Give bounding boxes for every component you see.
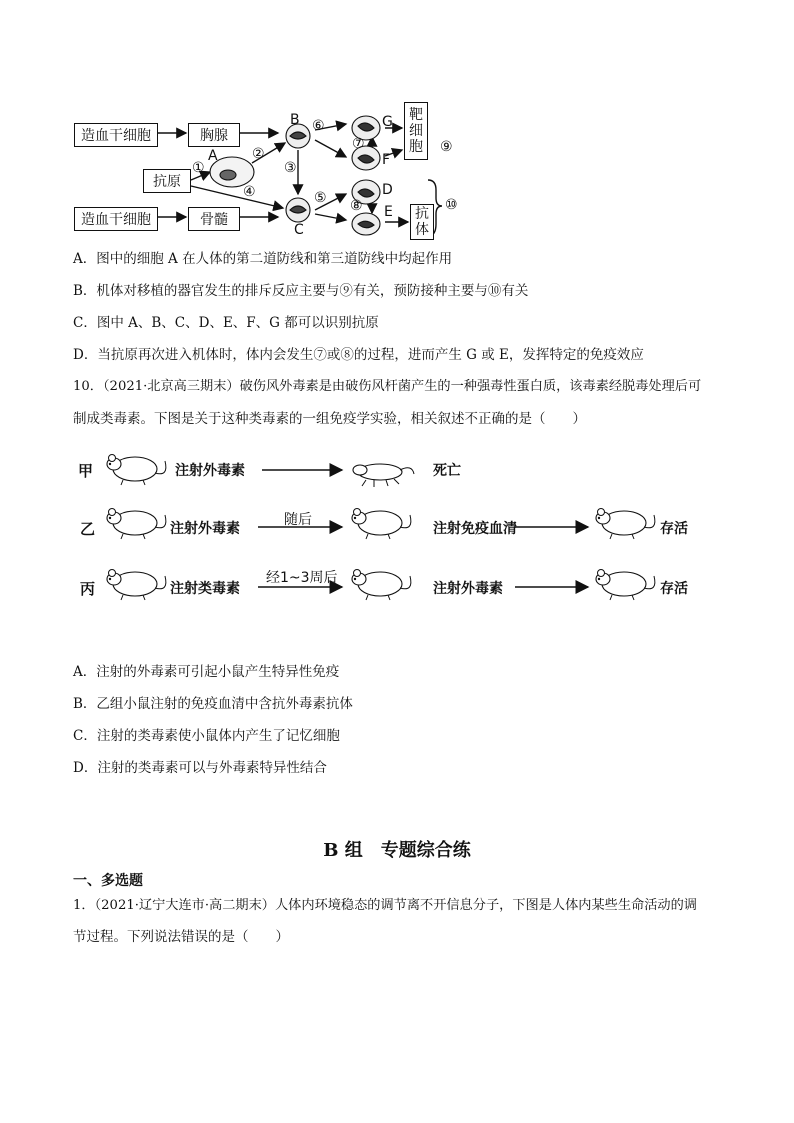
label-cell-e: E [384, 204, 393, 220]
num-8: ⑧ [350, 198, 363, 214]
q9-option-b: B．机体对移植的器官发生的排斥反应主要与⑨有关，预防接种主要与⑩有关 [73, 283, 529, 299]
num-7: ⑦ [352, 136, 365, 152]
box-hematopoietic-stem-cell-1: 造血干细胞 [74, 123, 158, 147]
num-4: ④ [243, 184, 256, 200]
mouse-yi-1 [107, 509, 166, 540]
row-bing-arrow-label: 经1~3周后 [266, 570, 338, 586]
row-yi-step2: 注射免疫血清 [433, 521, 517, 537]
mouse-jia-1 [107, 455, 166, 486]
row-label-bing: 丙 [80, 580, 96, 598]
mouse-jia-dead [353, 464, 414, 487]
num-5: ⑤ [314, 190, 327, 206]
box-hematopoietic-stem-cell-2: 造血干细胞 [74, 207, 158, 231]
q1-stem-line2: 节过程。下列说法错误的是（ ） [73, 929, 289, 945]
q10-stem-line2: 制成类毒素。下图是关于这种类毒素的一组免疫学实验，相关叙述不正确的是（ ） [73, 411, 586, 427]
row-yi-result: 存活 [660, 521, 688, 537]
label-cell-a: A [208, 148, 218, 164]
q10-option-a: A．注射的外毒素可引起小鼠产生特异性免疫 [73, 664, 340, 680]
row-bing-step1: 注射类毒素 [170, 581, 240, 597]
q1-stem-line1: 1．（2021·辽宁大连市·高二期末）人体内环境稳态的调节离不开信息分子，下图是人体内某些生命活动的调 [73, 898, 697, 913]
mouse-yi-3 [596, 509, 655, 540]
box-antibody: 抗 体 [410, 204, 434, 240]
mouse-bing-3 [596, 570, 655, 601]
q9-option-a: A．图中的细胞 A 在人体的第二道防线和第三道防线中均起作用 [73, 251, 453, 267]
box-thymus: 胸腺 [188, 123, 240, 147]
row-bing-step2: 注射外毒素 [433, 581, 503, 597]
num-2: ② [252, 146, 265, 162]
label-cell-g: G [382, 114, 393, 130]
q10-stem-line1: 10．（2021·北京高三期末）破伤风外毒素是由破伤风杆菌产生的一种强毒性蛋白质，该毒素经脱毒处理后可 [73, 379, 702, 394]
row-jia-step1: 注射外毒素 [175, 463, 245, 479]
row-label-jia: 甲 [78, 462, 94, 480]
box-antigen: 抗原 [143, 169, 191, 193]
label-cell-f: F [382, 152, 391, 168]
label-cell-c: C [294, 222, 304, 238]
label-cell-b: B [290, 112, 300, 128]
row-yi-step1: 注射外毒素 [170, 521, 240, 537]
label-cell-d: D [382, 182, 393, 198]
num-9: ⑨ [440, 139, 453, 155]
box-target-cell: 靶 细 胞 [404, 102, 428, 160]
q10-option-c: C．注射的类毒素使小鼠体内产生了记忆细胞 [73, 728, 340, 744]
mouse-bing-2 [352, 570, 411, 601]
mouse-bing-1 [107, 570, 166, 601]
q9-option-d: D．当抗原再次进入机体时，体内会发生⑦或⑧的过程，进而产生 G 或 E，发挥特定的免疫效应 [73, 347, 644, 363]
box-bone-marrow: 骨髓 [188, 207, 240, 231]
row-label-yi: 乙 [80, 520, 96, 538]
row-bing-result: 存活 [660, 581, 688, 597]
num-10: ⑩ [445, 197, 458, 213]
row-yi-arrow-label: 随后 [284, 512, 312, 528]
section-title: B 组 专题综合练 [323, 840, 471, 861]
num-6: ⑥ [312, 118, 325, 134]
q10-option-d: D．注射的类毒素可以与外毒素特异性结合 [73, 760, 327, 776]
sub-heading-multiple-choice: 一、多选题 [73, 873, 143, 889]
q9-option-c: C．图中 A、B、C、D、E、F、G 都可以识别抗原 [73, 315, 379, 331]
num-3: ③ [284, 160, 297, 176]
row-jia-result: 死亡 [433, 463, 461, 479]
q10-option-b: B．乙组小鼠注射的免疫血清中含抗外毒素抗体 [73, 696, 353, 712]
num-1: ① [192, 160, 205, 176]
mouse-yi-2 [352, 509, 411, 540]
